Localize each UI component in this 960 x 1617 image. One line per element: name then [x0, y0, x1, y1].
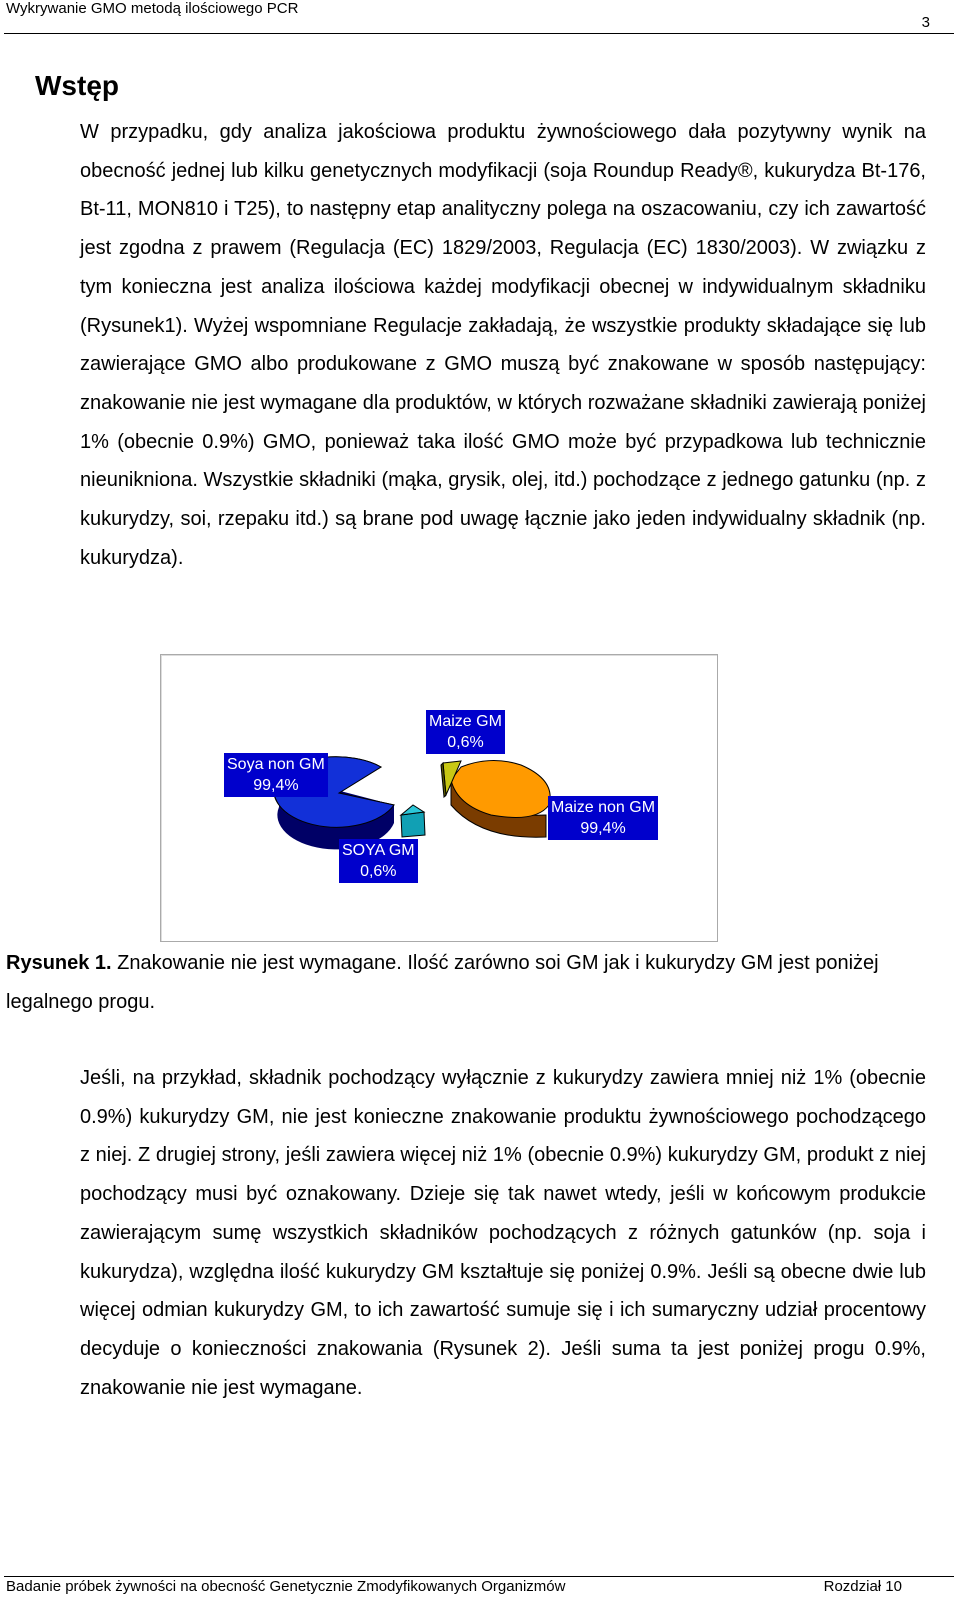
- intro-paragraph: W przypadku, gdy analiza jakościowa produktu żywnościowego dała pozytywny wynik na obecność jednej lub kilku genetycznych modyfikacji (soja Roundup Ready®, kukurydza Bt-176, Bt-11, MON810 i T25), to następny etap analityczny polega na oszacowaniu, czy ich zawartość jest zgodna z prawem (Regulacja (EC) 1829/2003, Regulacja (EC) 1830/2003). W związku z tym konieczna jest analiza ilościowa każdej modyfikacji obecnej w indywidualnym składniku (Rysunek1). Wyżej wspomniane Regulacje zakładają, że wszystkie produkty składające się lub zawierające GMO albo produkowane z GMO muszą być znakowane w sposób następujący: znakowanie nie jest wymagane dla produktów, w których rozważane składniki zawierają poniżej 1% (obecnie 0.9%) GMO, ponieważ taka ilość GMO może być przypadkowa lub technicznie nieunikniona. Wszystkie składniki (mąka, grysik, olej, itd.) pochodzące z jednego gatunku (np. z kukurydzy, soi, rzepaku itd.) są brane pod uwagę łącznie jako jeden indywidualny składnik (np. kukurydza).: [80, 121, 926, 569]
- maize-gm-label: [426, 710, 505, 754]
- maize-pie: [441, 760, 550, 837]
- soya-gm-slice: [401, 812, 425, 837]
- caption-text: Znakowanie nie jest wymagane. Ilość zarówno soi GM jak i kukurydzy GM jest poniżej legalnego progu.: [6, 952, 879, 1013]
- figure-caption: [6, 944, 926, 1021]
- header-divider: [4, 33, 954, 34]
- caption-label: Rysunek 1.: [6, 952, 112, 974]
- maize-gm-value: 0,6%: [447, 734, 484, 751]
- maize-non-gm-name: Maize non GM: [551, 799, 656, 816]
- figure-1-chart: [160, 654, 718, 942]
- footer-divider: [4, 1576, 954, 1577]
- soya-non-gm-label: [224, 753, 328, 797]
- section-heading: Wstęp: [35, 70, 119, 101]
- soya-gm-value: 0,6%: [360, 863, 397, 880]
- labeling-paragraph: Jeśli, na przykład, składnik pochodzący wyłącznie z kukurydzy zawiera mniej niż 1% (obecnie 0.9%) kukurydzy GM, nie jest konieczne znakowanie produktu żywnościowego pochodzącego z niej. Z drugiej strony, jeśli zawiera więcej niż 1% (obecnie 0.9%) kukurydzy GM, produkt z niej pochodzący musi być oznakowany. Dzieje się tak nawet wtedy, jeśli w końcowym produkcie zawierającym sumę wszystkich składników pochodzących z różnych gatunków (np. soja i kukurydza), względna ilość kukurydzy GM kształtuje się poniżej 0.9%. Jeśli są obecne dwie lub więcej odmian kukurydzy GM, to ich zawartość sumuje się i ich sumaryczny udział procentowy decyduje o konieczności znakowania (Rysunek 2). Jeśli suma ta jest poniżej progu 0.9%, znakowanie nie jest wymagane.: [80, 1067, 926, 1399]
- footer-chapter: Rozdział 10: [823, 1578, 902, 1595]
- running-header-title: Wykrywanie GMO metodą ilościowego PCR: [6, 0, 299, 17]
- maize-non-gm-value: 99,4%: [580, 820, 626, 837]
- maize-gm-name: Maize GM: [429, 713, 502, 730]
- page-number: 3: [921, 14, 930, 31]
- soya-non-gm-value: 99,4%: [253, 777, 299, 794]
- footer-book-title: Badanie próbek żywności na obecność Genetycznie Zmodyfikowanych Organizmów: [6, 1578, 566, 1595]
- soya-non-gm-name: Soya non GM: [227, 756, 325, 773]
- soya-gm-label: [339, 839, 418, 883]
- soya-gm-name: SOYA GM: [342, 842, 415, 859]
- maize-non-gm-label: [548, 796, 658, 840]
